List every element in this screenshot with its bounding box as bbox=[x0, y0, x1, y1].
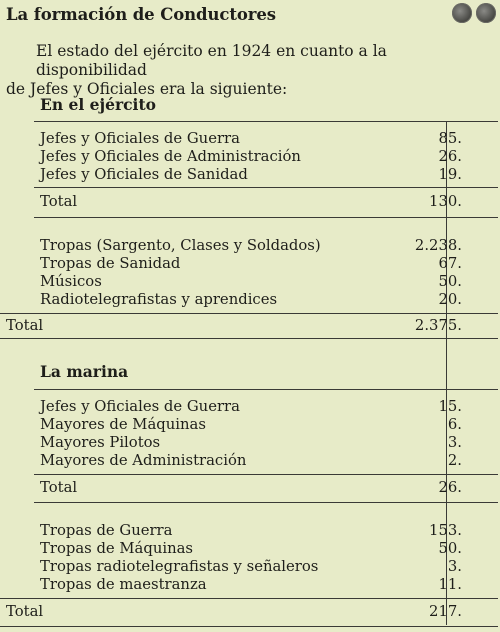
total-value: 217. bbox=[429, 603, 462, 620]
row-label: Tropas de Sanidad bbox=[40, 255, 181, 272]
row-label: Mayores de Administración bbox=[40, 452, 247, 469]
row-value: 50. bbox=[438, 273, 462, 290]
table-row bbox=[40, 540, 462, 558]
row-label: Mayores de Máquinas bbox=[40, 416, 206, 433]
table-rule bbox=[34, 389, 498, 390]
table-rule bbox=[0, 338, 498, 339]
total-row bbox=[40, 193, 462, 211]
section-heading-army: En el ejército bbox=[40, 95, 156, 114]
row-value: 2. bbox=[447, 452, 462, 469]
total-value: 26. bbox=[438, 479, 462, 496]
intro-line-2: de Jefes y Oficiales era la siguiente: bbox=[6, 80, 288, 98]
row-label: Radiotelegrafistas y aprendices bbox=[40, 291, 278, 308]
corner-decoration bbox=[452, 3, 496, 23]
total-label: Total bbox=[6, 317, 44, 334]
table-row bbox=[40, 237, 462, 255]
table-row bbox=[40, 558, 462, 576]
table-row bbox=[40, 416, 462, 434]
row-value: 26. bbox=[438, 148, 462, 165]
circle-icon bbox=[452, 3, 472, 23]
table-row bbox=[40, 291, 462, 309]
table-row bbox=[40, 148, 462, 166]
table-row bbox=[40, 398, 462, 416]
table-rule bbox=[0, 626, 498, 627]
table-rule bbox=[34, 502, 498, 503]
row-label: Jefes y Oficiales de Sanidad bbox=[40, 166, 248, 183]
table-rule bbox=[34, 217, 498, 218]
table-row bbox=[40, 273, 462, 291]
intro-line-1: El estado del ejército en 1924 en cuanto a la disponibilidad bbox=[36, 42, 387, 79]
row-label: Músicos bbox=[40, 273, 102, 290]
row-label: Tropas de Máquinas bbox=[40, 540, 194, 557]
row-value: 3. bbox=[447, 434, 462, 451]
table-row bbox=[40, 166, 462, 184]
table-row bbox=[40, 452, 462, 470]
total-value: 130. bbox=[429, 193, 462, 210]
row-value: 11. bbox=[438, 576, 462, 593]
circle-icon bbox=[476, 3, 496, 23]
row-value: 2.238. bbox=[414, 237, 462, 254]
table-row bbox=[40, 522, 462, 540]
row-value: 19. bbox=[438, 166, 462, 183]
row-label: Tropas radiotelegrafistas y señaleros bbox=[40, 558, 319, 575]
total-value: 2.375. bbox=[414, 317, 462, 334]
total-label: Total bbox=[6, 603, 44, 620]
row-label: Tropas de Guerra bbox=[40, 522, 173, 539]
row-value: 15. bbox=[438, 398, 462, 415]
total-label: Total bbox=[40, 193, 78, 210]
row-value: 67. bbox=[438, 255, 462, 272]
table-rule bbox=[34, 121, 498, 122]
row-value: 50. bbox=[438, 540, 462, 557]
row-value: 153. bbox=[429, 522, 462, 539]
table-rule bbox=[34, 187, 498, 188]
table-row bbox=[40, 576, 462, 594]
row-label: Jefes y Oficiales de Administración bbox=[40, 148, 301, 165]
total-row bbox=[40, 479, 462, 497]
table-row bbox=[40, 434, 462, 452]
row-label: Tropas de maestranza bbox=[40, 576, 207, 593]
table-row bbox=[40, 255, 462, 273]
grand-total-row bbox=[6, 317, 462, 335]
page-title: La formación de Conductores bbox=[6, 5, 276, 24]
table-rule bbox=[0, 598, 498, 599]
row-label: Mayores Pilotos bbox=[40, 434, 161, 451]
section-heading-navy: La marina bbox=[40, 362, 129, 381]
row-value: 20. bbox=[438, 291, 462, 308]
row-label: Tropas (Sargento, Clases y Soldados) bbox=[40, 237, 321, 254]
row-value: 6. bbox=[447, 416, 462, 433]
row-label: Jefes y Oficiales de Guerra bbox=[40, 398, 240, 415]
row-label: Jefes y Oficiales de Guerra bbox=[40, 130, 240, 147]
table-row bbox=[40, 130, 462, 148]
row-value: 3. bbox=[447, 558, 462, 575]
table-rule bbox=[0, 313, 498, 314]
intro-paragraph bbox=[6, 42, 498, 99]
table-rule bbox=[34, 474, 498, 475]
total-row bbox=[6, 603, 462, 621]
row-value: 85. bbox=[438, 130, 462, 147]
total-label: Total bbox=[40, 479, 78, 496]
